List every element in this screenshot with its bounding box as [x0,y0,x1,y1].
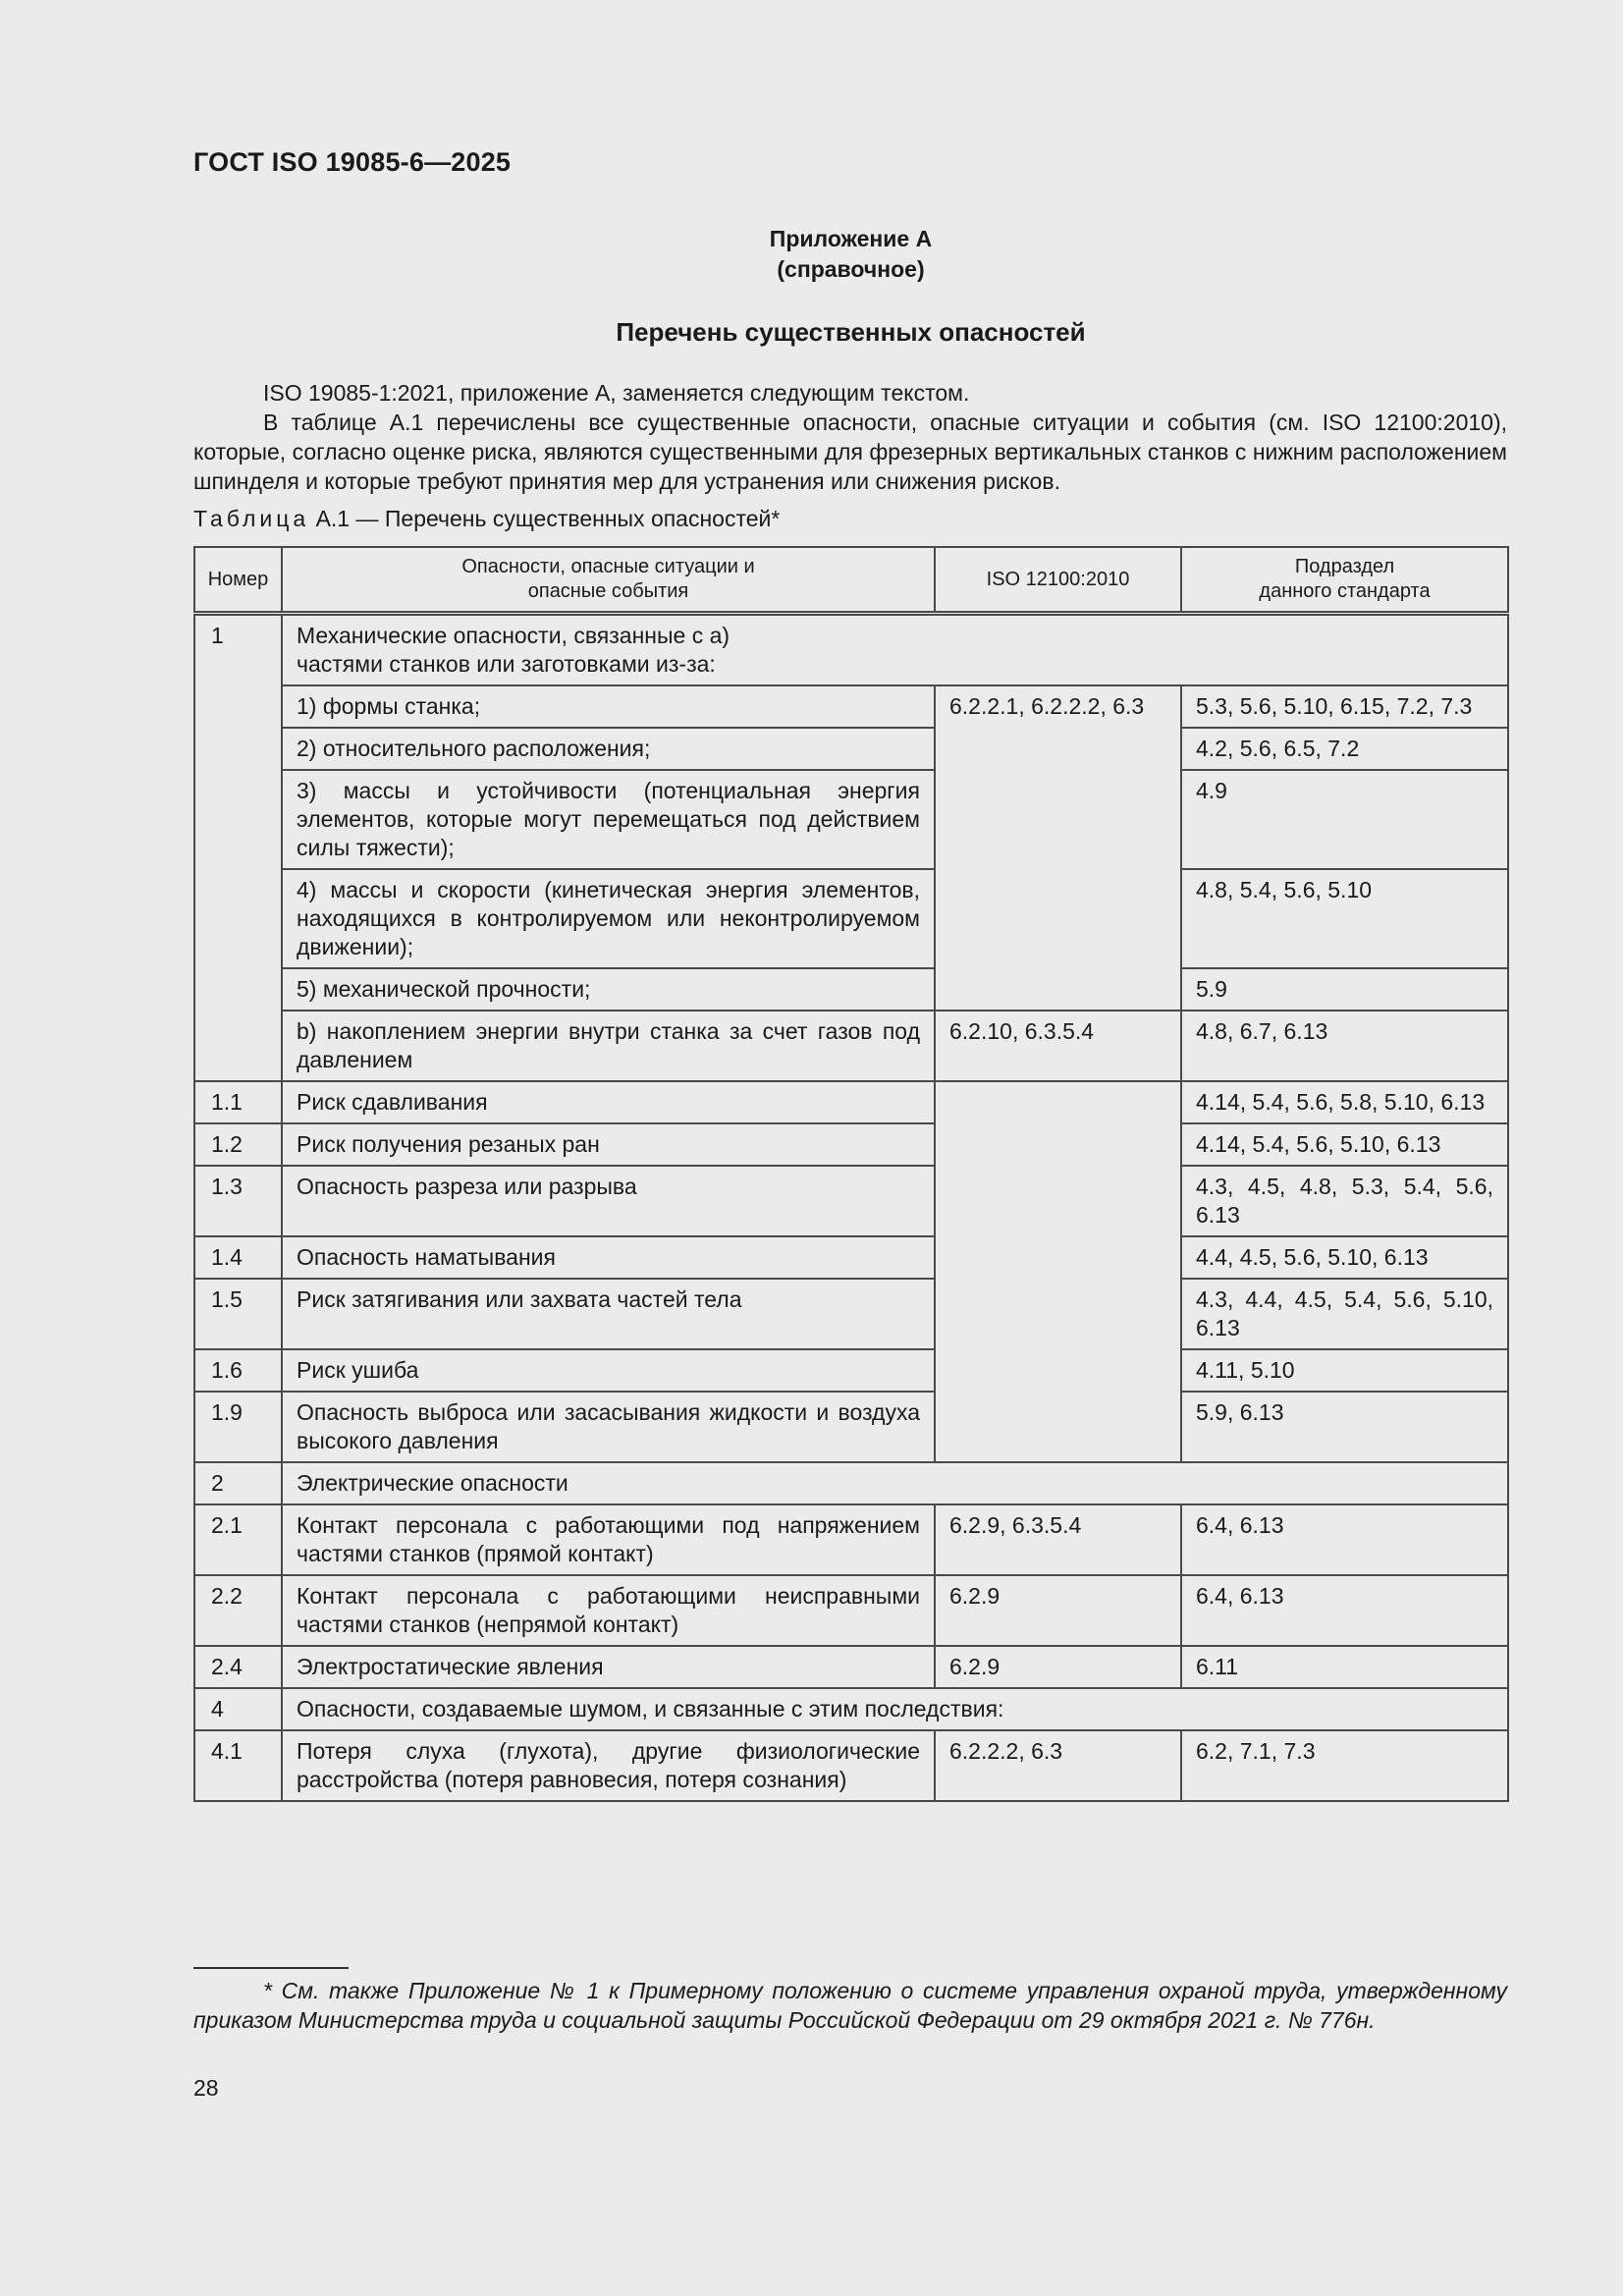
cell-number: 2.2 [194,1575,282,1646]
section-heading: Перечень существенных опасностей [616,317,1086,347]
table-row [194,1730,1508,1801]
footnote-separator [193,1967,349,1969]
table-row [194,1236,1508,1279]
cell-iso: 6.2.9, 6.3.5.4 [935,1504,1181,1575]
cell-number: 2 [194,1462,282,1504]
table-caption-text: А.1 — Перечень существенных опасностей* [315,506,781,531]
table-row [194,1462,1508,1504]
table-header-row [194,547,1508,614]
cell-hazard: Контакт персонала с работающими под напряжением частями станков (прямой контакт) [282,1504,935,1575]
cell-subclause: 4.4, 4.5, 5.6, 5.10, 6.13 [1181,1236,1508,1279]
cell-hazard: Потеря слуха (глухота), другие физиологические расстройства (потеря равновесия, потеря сознания) [282,1730,935,1801]
cell-number: 1.5 [194,1279,282,1349]
hazards-table [193,546,1509,1802]
cell-hazard: Электрические опасности [282,1462,1508,1504]
table-caption-prefix: Таблица [193,506,310,531]
table-row [194,1392,1508,1462]
cell-number: 4.1 [194,1730,282,1801]
table-row [194,1011,1508,1081]
cell-subclause: 5.9, 6.13 [1181,1392,1508,1462]
footnote: * См. также Приложение № 1 к Примерному положению о системе управления охраной труда, утвержденному приказом Министерства труда и социальной защиты Российской Федерации от 29 октября 2021 г. № 776н. [193,1978,1507,2033]
cell-subclause: 4.9 [1181,770,1508,869]
cell-number: 2.1 [194,1504,282,1575]
cell-hazard: 5) механической прочности; [282,968,935,1011]
cell-number: 1.6 [194,1349,282,1392]
cell-hazard: Электростатические явления [282,1646,935,1688]
annex-title-block [0,224,1623,285]
table-row [194,728,1508,770]
cell-hazard: Риск сдавливания [282,1081,935,1123]
cell-subclause: 4.14, 5.4, 5.6, 5.10, 6.13 [1181,1123,1508,1166]
cell-number: 1.9 [194,1392,282,1462]
cell-hazard: Механические опасности, связанные с а) частями станков или заготовками из-за: [282,614,1508,686]
cell-subclause: 4.8, 6.7, 6.13 [1181,1011,1508,1081]
cell-subclause: 4.3, 4.4, 4.5, 5.4, 5.6, 5.10, 6.13 [1181,1279,1508,1349]
cell-iso: 6.2.2.1, 6.2.2.2, 6.3 [935,685,1181,1011]
cell-hazard: Риск ушиба [282,1349,935,1392]
intro-paragraph-1: ISO 19085-1:2021, приложение А, заменяется следующим текстом. [263,380,970,406]
cell-hazard: Риск затягивания или захвата частей тела [282,1279,935,1349]
cell-subclause: 6.2, 7.1, 7.3 [1181,1730,1508,1801]
cell-hazard: Опасность разреза или разрыва [282,1166,935,1236]
table-row [194,685,1508,728]
intro-text [193,378,1507,496]
cell-subclause: 4.2, 5.6, 6.5, 7.2 [1181,728,1508,770]
table-row [194,614,1508,686]
table-caption [193,506,780,532]
header-subclause: Подраздел данного стандарта [1181,547,1508,614]
annex-title: Приложение А [769,226,933,251]
table-row [194,1646,1508,1688]
cell-hazard: Опасность выброса или засасывания жидкости и воздуха высокого давления [282,1392,935,1462]
cell-iso-empty [935,1081,1181,1462]
cell-iso: 6.2.9 [935,1575,1181,1646]
cell-iso: 6.2.9 [935,1646,1181,1688]
cell-number: 4 [194,1688,282,1730]
table-row [194,1688,1508,1730]
cell-hazard: Риск получения резаных ран [282,1123,935,1166]
table-row [194,869,1508,968]
cell-hazard: Опасность наматывания [282,1236,935,1279]
table-row [194,1349,1508,1392]
cell-number: 1 [194,614,282,1082]
page-number: 28 [193,2075,219,2101]
cell-iso: 6.2.2.2, 6.3 [935,1730,1181,1801]
cell-subclause: 4.11, 5.10 [1181,1349,1508,1392]
document-code: ГОСТ ISO 19085-6—2025 [193,147,512,177]
cell-hazard: 2) относительного расположения; [282,728,935,770]
cell-subclause: 4.8, 5.4, 5.6, 5.10 [1181,869,1508,968]
cell-hazard: 3) массы и устойчивости (потенциальная энергия элементов, которые могут перемещаться под действием силы тяжести); [282,770,935,869]
table-row [194,1504,1508,1575]
cell-number: 1.2 [194,1123,282,1166]
cell-hazard: b) накоплением энергии внутри станка за счет газов под давлением [282,1011,935,1081]
header-iso: ISO 12100:2010 [935,547,1181,614]
table-row [194,1575,1508,1646]
cell-subclause: 6.4, 6.13 [1181,1575,1508,1646]
header-number: Номер [194,547,282,614]
cell-hazard: Опасности, создаваемые шумом, и связанные с этим последствия: [282,1688,1508,1730]
cell-hazard: 4) массы и скорости (кинетическая энергия элементов, находящихся в контролируемом или неконтролируемом движении); [282,869,935,968]
table-row [194,1123,1508,1166]
cell-number: 1.4 [194,1236,282,1279]
cell-subclause: 5.3, 5.6, 5.10, 6.15, 7.2, 7.3 [1181,685,1508,728]
cell-subclause: 6.4, 6.13 [1181,1504,1508,1575]
cell-number: 1.1 [194,1081,282,1123]
cell-iso: 6.2.10, 6.3.5.4 [935,1011,1181,1081]
table-row [194,770,1508,869]
annex-kind: (справочное) [777,256,925,282]
cell-subclause: 4.14, 5.4, 5.6, 5.8, 5.10, 6.13 [1181,1081,1508,1123]
table-row [194,968,1508,1011]
intro-paragraph-2: В таблице А.1 перечислены все существенные опасности, опасные ситуации и события (см. ISO 12100:2010), которые, согласно оценке риска, являются существенными для фрезерных вертикальных станков с нижним расположением шпинделя и которые требуют принятия мер для устранения или снижения рисков. [193,410,1507,494]
cell-number: 2.4 [194,1646,282,1688]
cell-subclause: 5.9 [1181,968,1508,1011]
header-hazard: Опасности, опасные ситуации и опасные события [282,547,935,614]
table-row [194,1081,1508,1123]
cell-hazard: 1) формы станка; [282,685,935,728]
cell-subclause: 4.3, 4.5, 4.8, 5.3, 5.4, 5.6, 6.13 [1181,1166,1508,1236]
cell-number: 1.3 [194,1166,282,1236]
table-row [194,1279,1508,1349]
cell-subclause: 6.11 [1181,1646,1508,1688]
table-row [194,1166,1508,1236]
cell-hazard: Контакт персонала с работающими неисправными частями станков (непрямой контакт) [282,1575,935,1646]
